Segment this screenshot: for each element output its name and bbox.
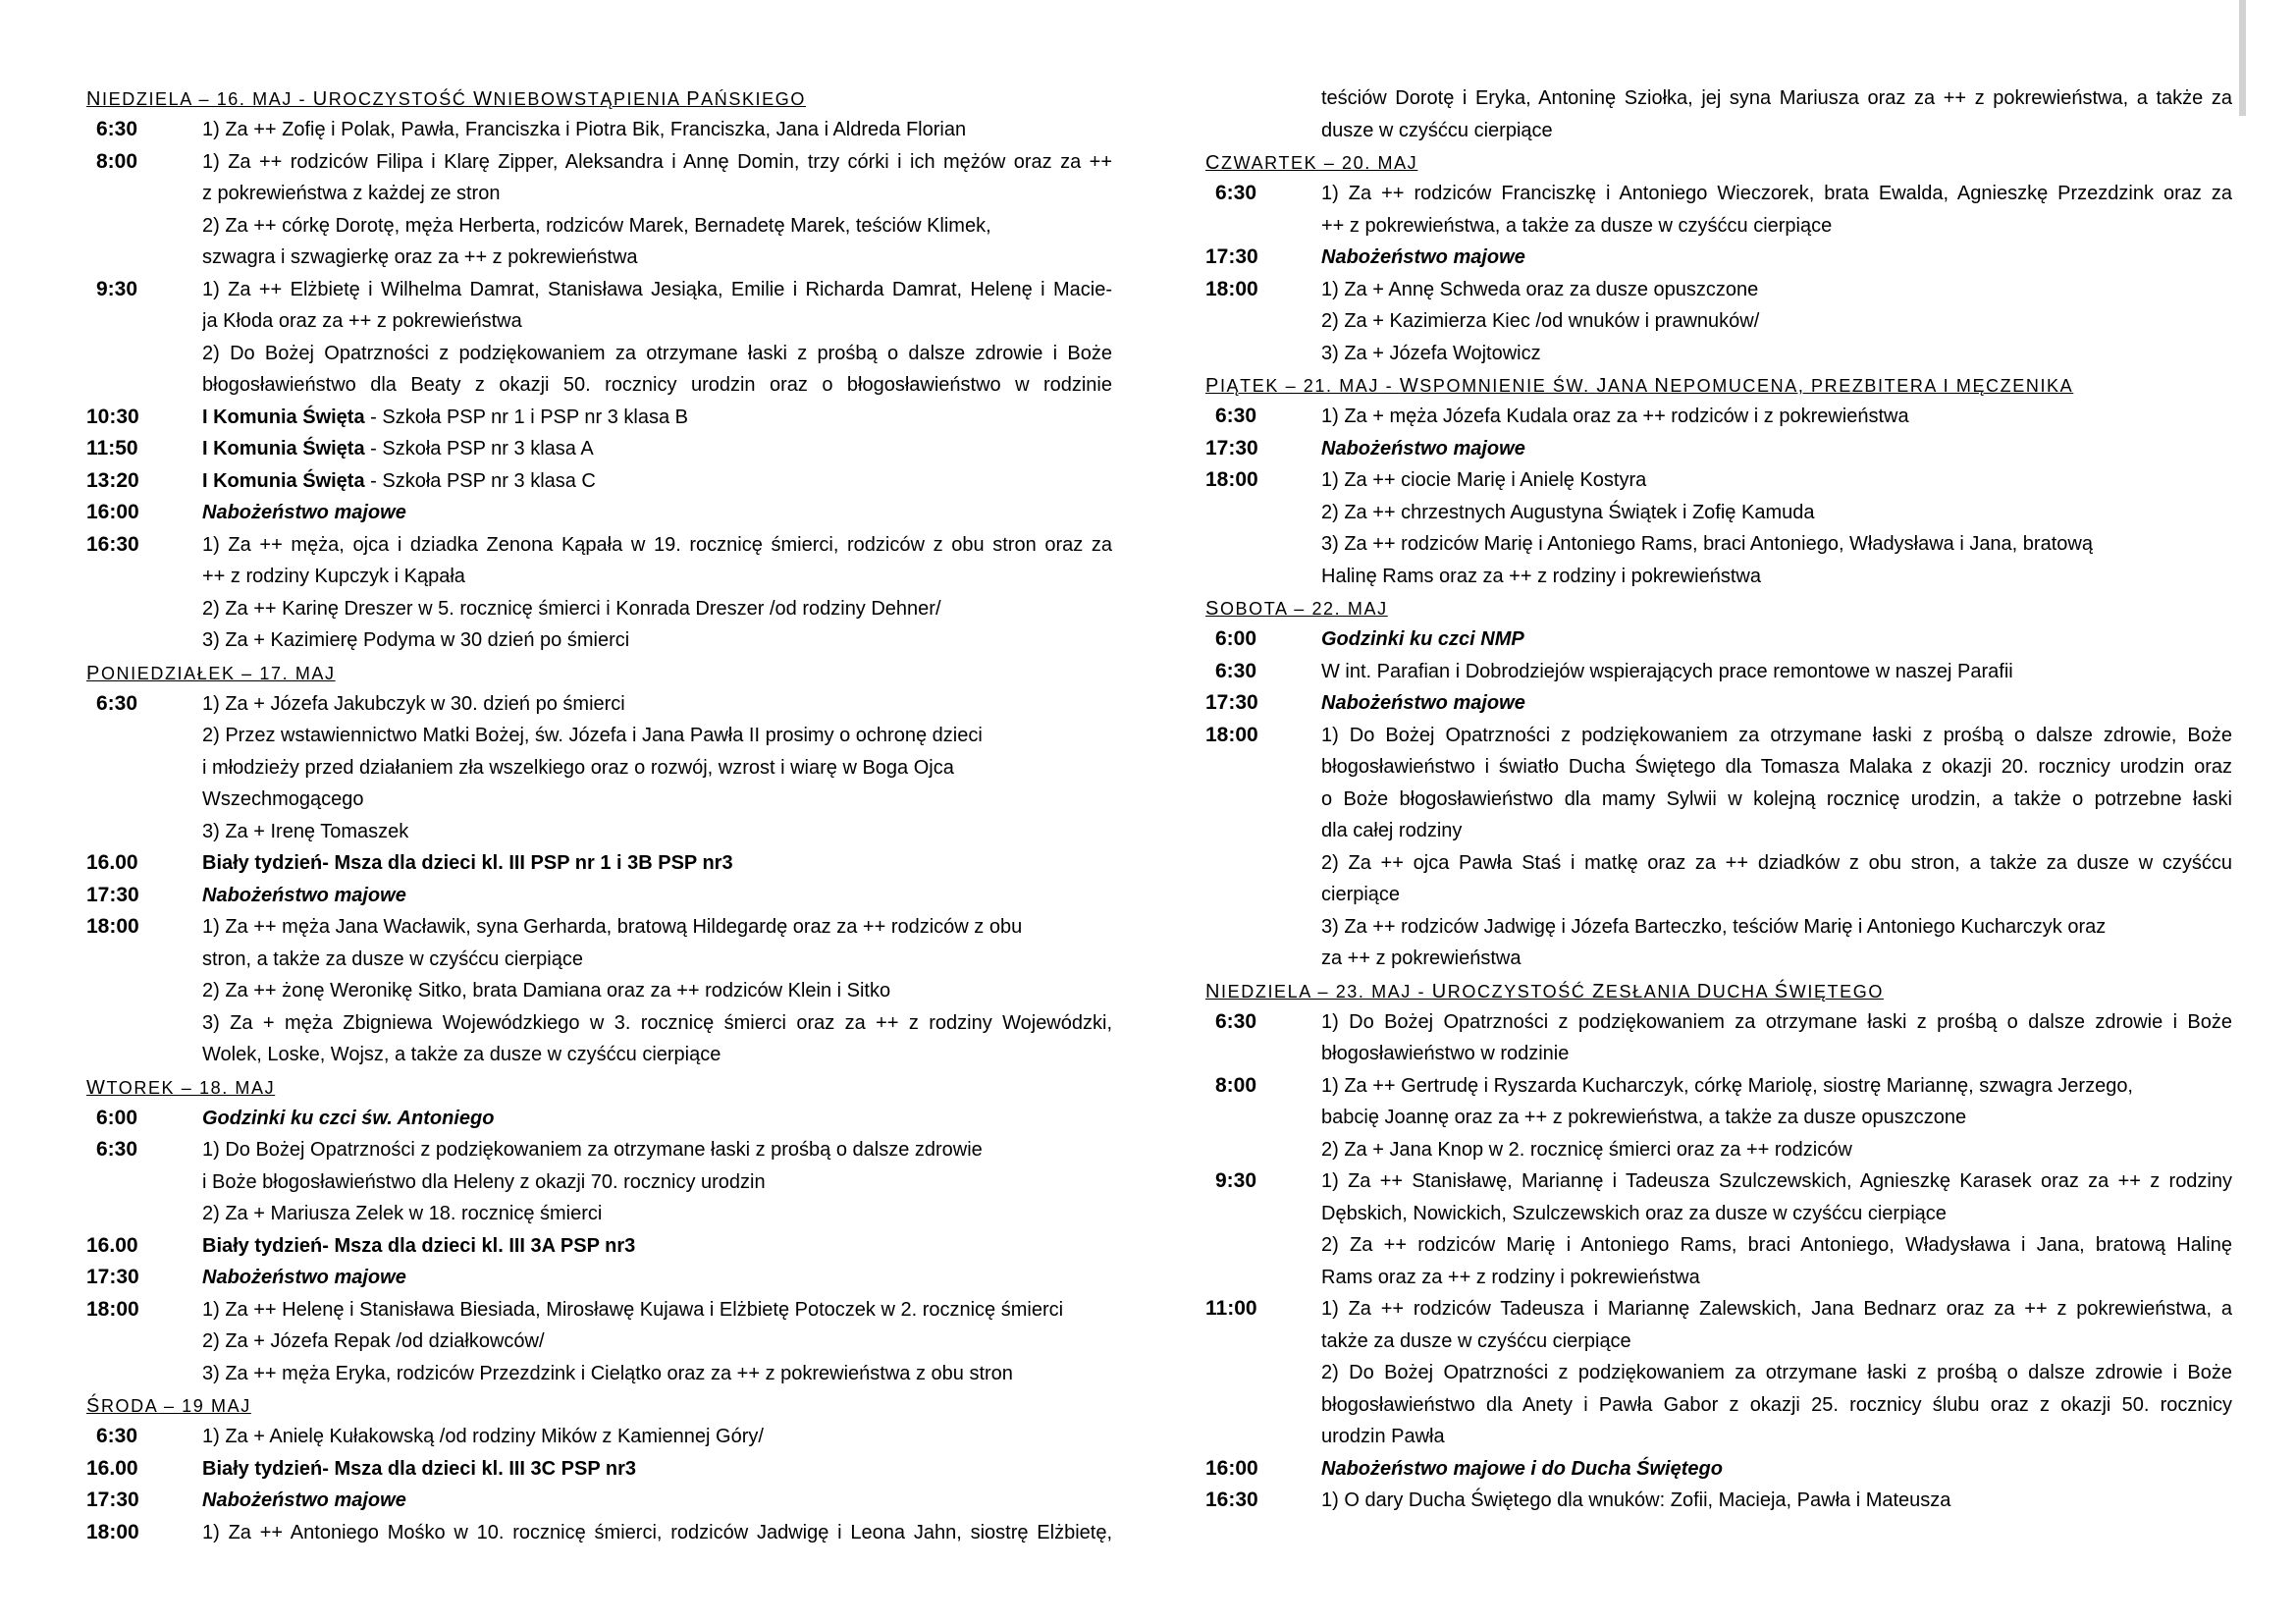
intention-text — [202, 1134, 1112, 1230]
mass-time: 17:30 — [86, 1489, 139, 1511]
intention-line: Nabożeństwo majowe — [202, 1267, 406, 1288]
intention-text — [1321, 720, 2232, 975]
mass-time: 6:30 — [1215, 405, 1257, 427]
intention-line: 1) Za + męża Józefa Kudala oraz za ++ rodziców i z pokrewieństwa — [1321, 406, 1909, 427]
intention-line: szwagra i szwagierkę oraz za ++ z pokrewieństwa — [202, 246, 638, 268]
intention-line: i młodzieży przed działaniem zła wszelkiego oraz o rozwój, wzrost i wiarę w Boga Ojca — [202, 756, 954, 779]
mass-time: 16:30 — [86, 532, 139, 556]
schedule-entry — [86, 880, 1112, 912]
intention-text — [202, 274, 1112, 402]
intention-text — [1321, 1485, 2232, 1517]
intention-text — [1321, 178, 2232, 242]
intention-line: Biały tydzień- Msza dla dzieci kl. III 3C PSP nr3 — [202, 1457, 637, 1480]
intention-text — [1321, 1453, 2232, 1486]
intention-line: urodzin Pawła — [1321, 1426, 1445, 1447]
intention-line: I Komunia Święta - Szkoła PSP nr 3 klasa C — [202, 469, 596, 492]
mass-time: 10:30 — [86, 405, 139, 428]
intention-line: teściów Dorotę i Eryka, Antoninę Sziołka, jej syna Mariusza oraz za ++ z pokrewieństwa, a także za — [1321, 87, 2232, 109]
intention-line: 1) Za ++ męża Jana Wacławik, syna Gerharda, bratową Hildegardę oraz za ++ rodziców z obu — [202, 916, 1023, 938]
intention-line: dla całej rodziny — [1321, 820, 1463, 841]
intention-line: Nabożeństwo majowe — [1321, 437, 1525, 460]
schedule-entry — [1205, 82, 2232, 146]
intention-line: 2) Za + Józefa Repak /od działkowców/ — [202, 1330, 545, 1352]
intention-line: 2) Za ++ córkę Dorotę, męża Herberta, rodziców Marek, Bernadetę Marek, teściów Klimek, — [202, 214, 991, 237]
intention-line: dusze w czyśćcu cierpiące — [1321, 119, 1553, 141]
intention-line: błogosławieństwo dla Anety i Pawła Gabor z okazji 25. rocznicy ślubu oraz z okazji 50. rocznicy — [1321, 1393, 2232, 1416]
intention-text — [1321, 82, 2232, 146]
intention-line: 1) Za ++ Helenę i Stanisława Biesiada, Mirosławę Kujawa i Elżbietę Potoczek w 2. rocznicę śmierci — [202, 1298, 1064, 1321]
schedule-entry — [1205, 433, 2232, 465]
mass-time: 8:00 — [1215, 1073, 1257, 1097]
day-header: CZWARTEK – 20. MAJ — [1205, 152, 1418, 174]
intention-line: błogosławieństwo i światło Ducha Świętego dla Tomasza Malaka z okazji 20. rocznicy urodzin oraz — [1321, 756, 2232, 778]
mass-time: 13:20 — [86, 468, 139, 492]
intention-line: 2) Do Bożej Opatrzności z podziękowaniem za otrzymane łaski z prośbą o dalsze zdrowie i Boże — [1321, 1362, 2232, 1383]
day-header: NIEDZIELA – 23. MAJ - UROCZYSTOŚĆ ZESŁANIA DUCHA ŚWIĘTEGO — [1205, 980, 1884, 1002]
intention-text — [202, 433, 1112, 465]
intention-line: o Boże błogosławieństwo dla mamy Sylwii w kolejną rocznicę urodzin, a także o potrzebne łaski — [1321, 787, 2232, 810]
schedule-entry — [86, 114, 1112, 146]
mass-time: 17:30 — [1205, 691, 1258, 714]
intention-line: 2) Za + Mariusza Zelek w 18. rocznicę śmierci — [202, 1203, 603, 1224]
mass-time: 9:30 — [96, 277, 138, 300]
intention-text — [1321, 433, 2232, 465]
intention-text — [202, 146, 1112, 274]
mass-time: 6:30 — [96, 1138, 138, 1161]
intention-line: 1) Za ++ Gertrudę i Ryszarda Kucharczyk, córkę Mariolę, siostrę Mariannę, szwagra Jerzego, — [1321, 1074, 2133, 1097]
mass-time: 16:30 — [1205, 1489, 1258, 1511]
schedule-entry — [86, 688, 1112, 848]
mass-time: 18:00 — [86, 1297, 139, 1321]
mass-time: 18:00 — [86, 915, 139, 938]
intention-line: 1) Za ++ rodziców Franciszkę i Antoniego Wieczorek, brata Ewalda, Agnieszkę Przezdzink oraz za — [1321, 183, 2232, 204]
schedule-entry — [86, 433, 1112, 465]
intention-line: 1) Za ++ Zofię i Polak, Pawła, Franciszka i Piotra Bik, Franciszka, Jana i Aldreda Florian — [202, 119, 967, 140]
schedule-entry — [86, 146, 1112, 274]
intention-line: Nabożeństwo majowe — [202, 502, 406, 523]
mass-time: 18:00 — [1205, 277, 1258, 300]
intention-line: Dębskich, Nowickich, Szulczewskich oraz za dusze w czyśćcu cierpiące — [1321, 1202, 1947, 1224]
intention-line: Wszechmogącego — [202, 788, 364, 810]
day-header: PONIEDZIAŁEK – 17. MAJ — [86, 662, 336, 684]
day-header: SOBOTA – 22. MAJ — [1205, 598, 1388, 620]
intention-line: Nabożeństwo majowe i do Ducha Świętego — [1321, 1457, 1723, 1480]
mass-time — [1205, 82, 1321, 146]
intention-text — [202, 1294, 1112, 1390]
intention-line: stron, a także za dusze w czyśćcu cierpiące — [202, 947, 583, 970]
mass-time: 17:30 — [1205, 245, 1258, 268]
intention-text — [202, 911, 1112, 1071]
intention-line: 2) Za ++ Karinę Dreszer w 5. rocznicę śmierci i Konrada Dreszer /od rodziny Dehner/ — [202, 597, 941, 620]
intention-line: Rams oraz za ++ z rodziny i pokrewieństwa — [1321, 1266, 1700, 1288]
day-header: PIĄTEK – 21. MAJ - WSPOMNIENIE ŚW. JANA NEPOMUCENA, PREZBITERA I MĘCZENIKA — [1205, 375, 2074, 397]
schedule-entry — [1205, 1485, 2232, 1517]
intention-line: I Komunia Święta - Szkoła PSP nr 1 i PSP nr 3 klasa B — [202, 406, 689, 428]
intention-text — [202, 1230, 1112, 1263]
scrollbar[interactable] — [2239, 0, 2246, 116]
intention-line: ja Kłoda oraz za ++ z pokrewieństwa — [202, 310, 522, 332]
day-header: ŚRODA – 19 MAJ — [86, 1395, 251, 1417]
intention-text — [1321, 401, 2232, 433]
intention-line: 3) Za + Józefa Wojtowicz — [1321, 342, 1541, 364]
intention-line: Halinę Rams oraz za ++ z rodziny i pokrewieństwa — [1321, 565, 1761, 587]
schedule-entry — [1205, 1453, 2232, 1486]
mass-time: 6:30 — [96, 118, 138, 140]
intention-text — [202, 1262, 1112, 1294]
intention-text — [202, 1517, 1112, 1549]
intention-text — [1321, 656, 2232, 688]
intention-line: 3) Za ++ rodziców Marię i Antoniego Rams, braci Antoniego, Władysława i Jana, bratową — [1321, 533, 2093, 555]
intention-line: 1) Do Bożej Opatrzności z podziękowaniem za otrzymane łaski z prośbą o dalsze zdrowie — [202, 1139, 983, 1161]
intention-line: Godzinki ku czci św. Antoniego — [202, 1107, 495, 1129]
intention-text — [202, 847, 1112, 880]
schedule-entry — [1205, 656, 2232, 688]
intention-line: 2) Przez wstawiennictwo Matki Bożej, św. Józefa i Jana Pawła II prosimy o ochronę dzieci — [202, 725, 983, 746]
mass-time: 16.00 — [86, 1233, 138, 1257]
intention-line: 2) Za + Kazimierza Kiec /od wnuków i prawnuków/ — [1321, 310, 1760, 332]
schedule-entry — [86, 529, 1112, 657]
mass-time: 17:30 — [86, 1266, 139, 1288]
intention-line: 1) Za ++ ciocie Marię i Anielę Kostyra — [1321, 469, 1647, 491]
intention-line: 1) Za + Annę Schweda oraz za dusze opuszczone — [1321, 278, 1759, 300]
intention-line: 1) O dary Ducha Świętego dla wnuków: Zofii, Macieja, Pawła i Mateusza — [1321, 1489, 1951, 1511]
intention-line: Biały tydzień- Msza dla dzieci kl. III PSP nr 1 i 3B PSP nr3 — [202, 852, 733, 874]
schedule-entry — [1205, 623, 2232, 656]
schedule-entry — [1205, 274, 2232, 370]
intention-line: 1) Za ++ Stanisławę, Mariannę i Tadeusza Szulczewskich, Agnieszkę Karasek oraz za ++ z rodziny — [1321, 1170, 2232, 1192]
intention-text — [1321, 623, 2232, 656]
schedule-entry — [86, 1294, 1112, 1390]
schedule-entry — [1205, 242, 2232, 274]
schedule-entry — [1205, 178, 2232, 242]
intention-line: Nabożeństwo majowe — [202, 884, 406, 906]
schedule-entry — [86, 274, 1112, 402]
mass-time: 6:30 — [1215, 659, 1257, 682]
intention-text — [202, 402, 1112, 434]
schedule-entry — [86, 911, 1112, 1071]
intention-text — [202, 1421, 1112, 1453]
intention-text — [202, 880, 1112, 912]
schedule-entry — [86, 1262, 1112, 1294]
intention-text — [1321, 274, 2232, 370]
intention-text — [202, 688, 1112, 848]
intention-line: 1) Za + Józefa Jakubczyk w 30. dzień po śmierci — [202, 692, 625, 715]
schedule-entry — [86, 1421, 1112, 1453]
schedule-entry — [1205, 687, 2232, 720]
intention-line: 1) Za ++ Antoniego Mośko w 10. rocznicę śmierci, rodziców Jadwigę i Leona Jahn, siostrę Elżbietę, — [202, 1521, 1112, 1543]
mass-time: 11:00 — [1205, 1297, 1257, 1320]
intention-line: 3) Za + Irenę Tomaszek — [202, 820, 409, 842]
intention-text — [1321, 1070, 2232, 1166]
intention-text — [202, 114, 1112, 146]
intention-line: Wolek, Loske, Wojsz, a także za dusze w czyśćcu cierpiące — [202, 1044, 721, 1065]
intention-text — [202, 1485, 1112, 1517]
intention-text — [1321, 1006, 2232, 1070]
schedule-entry — [86, 1485, 1112, 1517]
intention-text — [1321, 687, 2232, 720]
schedule-entry — [86, 1517, 1112, 1549]
mass-time: 18:00 — [86, 1520, 139, 1543]
intention-line: 3) Za ++ męża Eryka, rodziców Przezdzink i Cielątko oraz za ++ z pokrewieństwa z obu stron — [202, 1362, 1013, 1384]
mass-time: 18:00 — [1205, 723, 1258, 746]
left-column — [86, 82, 1112, 1548]
schedule-entry — [1205, 720, 2232, 975]
intention-line: 2) Za ++ ojca Pawła Staś i matkę oraz za ++ dziadków z obu stron, a także za dusze w czyśćcu — [1321, 851, 2232, 874]
intention-line: 1) Za ++ rodziców Tadeusza i Mariannę Zalewskich, Jana Bednarz oraz za ++ z pokrewieństwa, a — [1321, 1298, 2232, 1320]
mass-time: 6:30 — [96, 1425, 138, 1447]
mass-time: 6:30 — [1215, 182, 1257, 204]
intention-line: 1) Za ++ Elżbietę i Wilhelma Damrat, Stanisława Jesiąka, Emilie i Richarda Damrat, Helenę i Macie- — [202, 278, 1112, 300]
intention-line: cierpiące — [1321, 884, 1401, 905]
mass-time: 16:00 — [1205, 1456, 1258, 1480]
intention-line: W int. Parafian i Dobrodziejów wspierających prace remontowe w naszej Parafii — [1321, 660, 2013, 682]
mass-time: 9:30 — [1215, 1169, 1257, 1192]
intention-text — [202, 529, 1112, 657]
intention-line: 1) Za ++ rodziców Filipa i Klarę Zipper, Aleksandra i Annę Domin, trzy córki i ich mężów oraz za ++ — [202, 150, 1112, 173]
day-header: WTOREK – 18. MAJ — [86, 1076, 276, 1099]
schedule-entry — [86, 847, 1112, 880]
intention-text — [202, 465, 1112, 498]
intention-line: błogosławieństwo dla Beaty z okazji 50. rocznicy urodzin oraz o błogosławieństwo w rodzinie — [202, 374, 1112, 396]
intention-line: Nabożeństwo majowe — [202, 1489, 406, 1511]
schedule-entry — [86, 1103, 1112, 1135]
mass-time: 17:30 — [86, 883, 139, 906]
intention-line: 3) Za ++ rodziców Jadwigę i Józefa Barteczko, teściów Marię i Antoniego Kucharczyk oraz — [1321, 915, 2107, 938]
schedule-entry — [1205, 1293, 2232, 1453]
schedule-entry — [86, 1453, 1112, 1486]
mass-time: 6:30 — [96, 691, 138, 715]
intention-line: 2) Za + Jana Knop w 2. rocznicę śmierci oraz za ++ rodziców — [1321, 1138, 1852, 1161]
schedule-entry — [86, 465, 1112, 498]
schedule-entry — [86, 1134, 1112, 1230]
intention-line: ++ z pokrewieństwa, a także za dusze w czyśćcu cierpiące — [1321, 214, 1833, 237]
intention-line: 1) Do Bożej Opatrzności z podziękowaniem za otrzymane łaski z prośbą o dalsze zdrowie, Boże — [1321, 724, 2232, 746]
mass-time: 17:30 — [1205, 436, 1258, 460]
intention-line: 1) Za ++ męża, ojca i dziadka Zenona Kąpała w 19. rocznicę śmierci, rodziców z obu stron oraz za — [202, 533, 1112, 556]
schedule-entry — [86, 402, 1112, 434]
schedule-entry — [1205, 1165, 2232, 1293]
schedule-entry — [86, 1230, 1112, 1263]
schedule-entry — [86, 497, 1112, 529]
intention-text — [202, 1103, 1112, 1135]
right-column — [1205, 82, 2232, 1517]
intention-text — [1321, 1293, 2232, 1453]
intention-text — [202, 497, 1112, 529]
intention-line: błogosławieństwo w rodzinie — [1321, 1043, 1570, 1064]
intention-line: I Komunia Święta - Szkoła PSP nr 3 klasa A — [202, 438, 594, 460]
mass-time: 6:00 — [96, 1106, 138, 1129]
intention-line: 1) Do Bożej Opatrzności z podziękowaniem za otrzymane łaski z prośbą o dalsze zdrowie i Boże — [1321, 1010, 2232, 1033]
intention-line: ++ z rodziny Kupczyk i Kąpała — [202, 566, 465, 587]
mass-time: 16.00 — [86, 1456, 138, 1480]
mass-time: 16:00 — [86, 501, 139, 523]
intention-text — [1321, 242, 2232, 274]
intention-line: babcię Joannę oraz za ++ z pokrewieństwa, a także za dusze opuszczone — [1321, 1107, 1967, 1128]
intention-line: z pokrewieństwa z każdej ze stron — [202, 183, 501, 204]
intention-text — [1321, 1165, 2232, 1293]
intention-text — [1321, 464, 2232, 592]
intention-line: Nabożeństwo majowe — [1321, 246, 1525, 268]
schedule-entry — [1205, 1070, 2232, 1166]
intention-line: także za dusze w czyśćcu cierpiące — [1321, 1329, 1631, 1352]
mass-time: 16.00 — [86, 851, 138, 874]
mass-time: 6:00 — [1215, 627, 1257, 650]
intention-line: 1) Za + Anielę Kułakowską /od rodziny Mików z Kamiennej Góry/ — [202, 1426, 764, 1447]
intention-line: Nabożeństwo majowe — [1321, 692, 1525, 714]
intention-line: Godzinki ku czci NMP — [1321, 628, 1524, 650]
intention-line: 3) Za + Kazimierę Podyma w 30 dzień po śmierci — [202, 629, 630, 651]
intention-line: 2) Za ++ żonę Weronikę Sitko, brata Damiana oraz za ++ rodziców Klein i Sitko — [202, 980, 891, 1001]
intention-line: za ++ z pokrewieństwa — [1321, 947, 1522, 969]
intention-line: 2) Do Bożej Opatrzności z podziękowaniem za otrzymane łaski z prośbą o dalsze zdrowie i Boże — [202, 342, 1112, 364]
intention-text — [202, 1453, 1112, 1486]
intention-line: 2) Za ++ rodziców Marię i Antoniego Rams, braci Antoniego, Władysława i Jana, bratową Halinę — [1321, 1234, 2232, 1256]
intention-line: i Boże błogosławieństwo dla Heleny z okazji 70. rocznicy urodzin — [202, 1170, 766, 1193]
schedule-entry — [1205, 401, 2232, 433]
schedule-entry — [1205, 464, 2232, 592]
day-header: NIEDZIELA – 16. MAJ - UROCZYSTOŚĆ WNIEBOWSTĄPIENIA PAŃSKIEGO — [86, 88, 806, 110]
mass-time: 11:50 — [86, 437, 138, 460]
intention-line: 2) Za ++ chrzestnych Augustyna Świątek i Zofię Kamuda — [1321, 501, 1815, 523]
intention-line: Biały tydzień- Msza dla dzieci kl. III 3A PSP nr3 — [202, 1234, 636, 1257]
mass-time: 8:00 — [96, 149, 138, 173]
schedule-entry — [1205, 1006, 2232, 1070]
intention-line: 3) Za + męża Zbigniewa Wojewódzkiego w 3. rocznicę śmierci oraz za ++ z rodziny Wojewódzki, — [202, 1011, 1112, 1034]
mass-time: 6:30 — [1215, 1009, 1257, 1033]
mass-time: 18:00 — [1205, 468, 1258, 491]
